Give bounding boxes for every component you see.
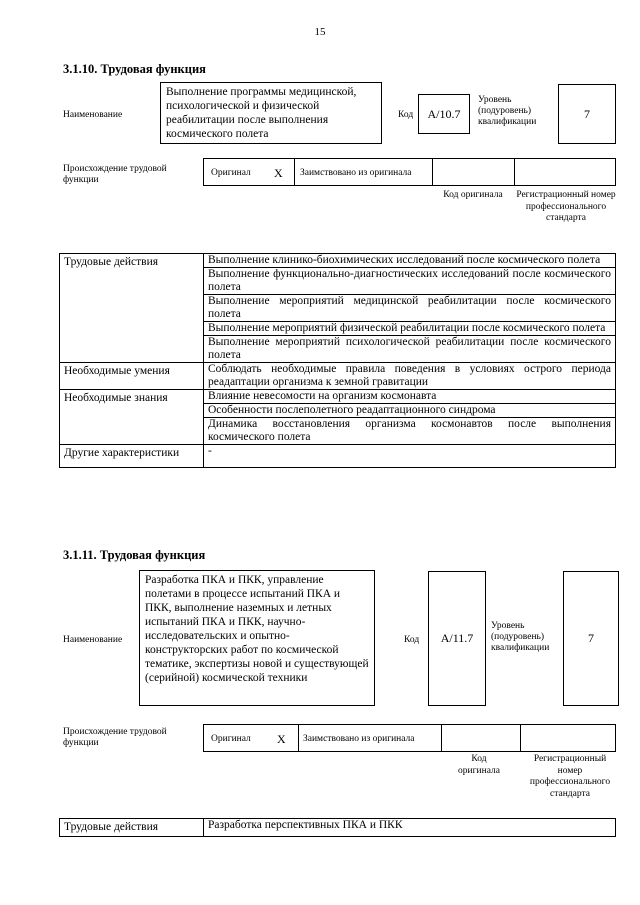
- name-label: Наименование: [63, 635, 123, 645]
- row-label-knowledge: Необходимые знания: [60, 390, 204, 445]
- table-row: [60, 254, 616, 268]
- code-label: Код: [398, 110, 414, 120]
- reg-number-caption: Регистрационный номер профессионального стандарта: [516, 190, 616, 223]
- section-title-3-1-10: 3.1.10. Трудовая функция: [63, 62, 206, 76]
- divider: [432, 159, 433, 185]
- table-cell: -: [204, 445, 616, 468]
- code-label: Код: [404, 635, 420, 645]
- row-label-other: Другие характеристики: [60, 445, 204, 468]
- code-value-box: А/11.7: [428, 571, 486, 706]
- code-value-box: А/10.7: [418, 94, 470, 134]
- table-cell: Выполнение функционально-диагностических исследований после космического полета: [204, 268, 616, 295]
- table-cell: Выполнение мероприятий физической реабилитации после космического полета: [204, 322, 616, 336]
- origin-label: Происхождение трудовой функции: [63, 727, 167, 748]
- original-label: Оригинал: [211, 168, 251, 178]
- table-cell: Влияние невесомости на организм космонавта: [204, 390, 616, 404]
- row-label-actions: Трудовые действия: [60, 254, 204, 363]
- divider: [298, 725, 299, 751]
- function-details-table: [59, 253, 616, 468]
- original-label: Оригинал: [211, 734, 251, 744]
- table-row: [60, 363, 616, 390]
- borrowed-label: Заимствовано из оригинала: [300, 168, 412, 178]
- table-cell: Выполнение клинико-биохимических исследований после космического полета: [204, 254, 616, 268]
- table-cell: Выполнение мероприятий психологической реабилитации после космического полета: [204, 336, 616, 363]
- level-label: Уровень (подуровень) квалификации: [491, 621, 550, 653]
- divider: [514, 159, 515, 185]
- page-number: 15: [314, 26, 326, 38]
- table-cell: Особенности послеполетного реадаптационного синдрома: [204, 404, 616, 418]
- table-row: [60, 390, 616, 404]
- divider: [441, 725, 442, 751]
- origin-row: [203, 724, 616, 752]
- table-row: [60, 445, 616, 468]
- original-mark: X: [277, 732, 286, 746]
- origin-label: Происхождение трудовой функции: [63, 164, 167, 185]
- table-cell: Соблюдать необходимые правила поведения в условиях острого периода реадаптации организма к земной гравитации: [204, 363, 616, 390]
- origin-row: [203, 158, 616, 186]
- function-name-box: Разработка ПКА и ПКК, управление полетами в процессе испытаний ПКА и ПКК, выполнение наземных и летных испытаний ПКА и ПКК, научно-исследовательских и опытно-конструкторских работ по космической тематике, экспертизы новой и существующей (серийной) космической техники: [139, 570, 375, 706]
- level-label: Уровень (подуровень) квалификации: [478, 95, 537, 127]
- borrowed-label: Заимствовано из оригинала: [303, 734, 415, 744]
- table-cell: Разработка перспективных ПКА и ПКК: [204, 819, 616, 837]
- level-value-box: 7: [563, 571, 619, 706]
- row-label-actions: Трудовые действия: [60, 819, 204, 837]
- divider: [294, 159, 295, 185]
- level-value-box: 7: [558, 84, 616, 144]
- original-mark: X: [274, 166, 283, 180]
- row-label-skills: Необходимые умения: [60, 363, 204, 390]
- divider: [520, 725, 521, 751]
- code-original-caption: Код оригинала: [458, 754, 500, 776]
- function-name-box: Выполнение программы медицинской, психологической и физической реабилитации после выполнения космического полета: [160, 82, 382, 144]
- code-original-caption: Код оригинала: [443, 190, 503, 200]
- reg-number-caption: Регистрационный номер профессионального стандарта: [529, 754, 611, 799]
- table-cell: Выполнение мероприятий медицинской реабилитации после космического полета: [204, 295, 616, 322]
- section-title-3-1-11: 3.1.11. Трудовая функция: [63, 548, 206, 562]
- function-details-table: [59, 818, 616, 837]
- table-row: [60, 819, 616, 837]
- name-label: Наименование: [63, 110, 123, 120]
- table-cell: Динамика восстановления организма космонавтов после выполнения космического полета: [204, 418, 616, 445]
